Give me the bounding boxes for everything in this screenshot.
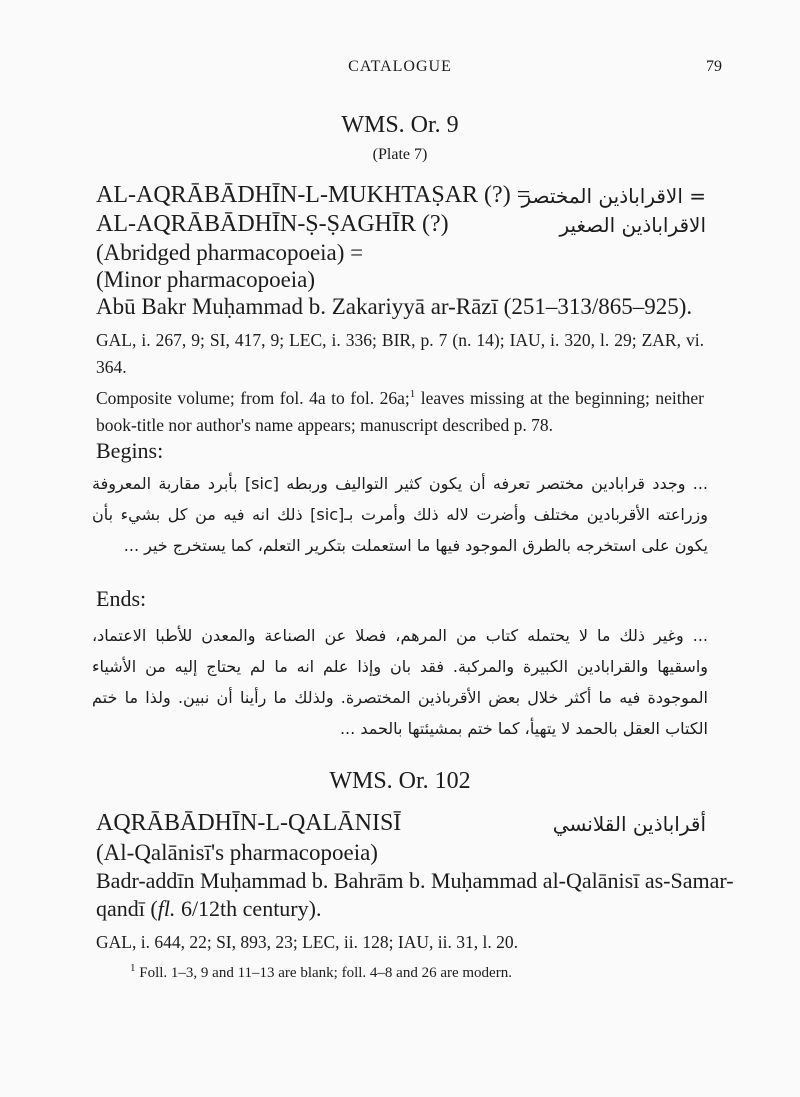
- footnote: [130, 962, 512, 982]
- entry1-arabic-title1: = الاقراباذين المختصر: [521, 184, 706, 208]
- entry1-subtitle2: (Minor pharmacopoeia): [96, 267, 316, 292]
- footnote-ref: 1: [409, 388, 416, 400]
- running-title: CATALOGUE: [348, 58, 452, 75]
- running-header: [0, 58, 800, 88]
- entry2-author-line2-start: qandī (: [96, 896, 158, 921]
- entry2-subtitle: (Al-Qalānisī's pharmacopoeia): [96, 840, 378, 865]
- page-number: 79: [706, 58, 722, 75]
- entry2-arabic-title: أقراباذين القلانسي: [552, 812, 706, 836]
- entry1-arabic-title2: الاقراباذين الصغير: [559, 213, 706, 237]
- ends-label: Ends:: [96, 586, 147, 611]
- footnote-marker: 1: [130, 962, 136, 974]
- entry1-shelfmark: WMS. Or. 9: [341, 112, 459, 138]
- ends-arabic-text: ... وغير ذلك ما لا يحتمله كتاب من المرهم، فصلا عن الصناعة والمعدن للأطبا الاعتماد، واسقيها والقرابادين الكبيرة والمركبة. فقد بان وإذا علم انه ما لم يحتاج إليه من الأشياء الموجودة فيه ما أكثر خلال بعض الأقرباذين المختصرة. ولذلك ما رأينا أن نبين. ولذا ما ختم الكتاب العقل بالحمد لا يتهيأ، كما ختم بمشيئتها بالحمد ...: [92, 626, 708, 738]
- entry1-description: [96, 381, 704, 439]
- entry1-subtitle1: (Abridged pharmacopoeia) =: [96, 240, 364, 265]
- entry2-title: AQRĀBĀDHĪN-L-QALĀNISĪ: [96, 810, 402, 836]
- entry1-author: Abū Bakr Muḥammad b. Zakariyyā ar-Rāzī (251–313/865–925).: [96, 294, 693, 319]
- entry1-description-before: Composite volume; from fol. 4a to fol. 26a;: [96, 387, 410, 408]
- entry1-references: GAL, i. 267, 9; SI, 417, 9; LEC, i. 336; BIR, p. 7 (n. 14); IAU, i. 320, l. 29; ZAR, vi. 364.: [96, 330, 704, 377]
- entry2-author-line2: [96, 896, 321, 922]
- entry2-author-line1: Badr-addīn Muḥammad b. Bahrām b. Muḥammad al-Qalānisī as-Samar-: [96, 868, 734, 893]
- entry2-references: GAL, i. 644, 22; SI, 893, 23; LEC, ii. 128; IAU, ii. 31, l. 20.: [96, 932, 518, 952]
- entry1-title-line2: AL-AQRĀBĀDHĪN-Ṣ-ṢAGHĪR (?): [96, 211, 449, 237]
- begins-label: Begins:: [96, 438, 164, 463]
- entry2-shelfmark: WMS. Or. 102: [329, 768, 471, 794]
- entry1-title-line1: AL-AQRĀBĀDHĪN-L-MUKHTAṢAR (?) =: [96, 182, 531, 208]
- floruit-abbrev: fl.: [157, 896, 176, 921]
- entry1-plate: (Plate 7): [372, 146, 428, 163]
- begins-arabic-text: ... وجدد قرابادين مختصر تعرفه أن يكون كثير التواليف وربطه [sic] بأبرد مقاربة المعروفة وزراعته الأقربادين مختلف وأضرت لاله ذلك وأمرت بـ[sic] ذلك انه فيه من كل بشيء بأن يكون على استخرجه بالطرق الموجود فيها ما استعملت بتكرير التعلم، كما يستخرج خير ...: [92, 474, 708, 555]
- entry2-author-line2-end: 6/12th century).: [175, 896, 322, 921]
- entry1-description-after: leaves missing at the beginning; neither book-title nor author's name appears; manuscript described p. 78.: [96, 387, 704, 435]
- footnote-text: Foll. 1–3, 9 and 11–13 are blank; foll. 4–8 and 26 are modern.: [139, 965, 512, 981]
